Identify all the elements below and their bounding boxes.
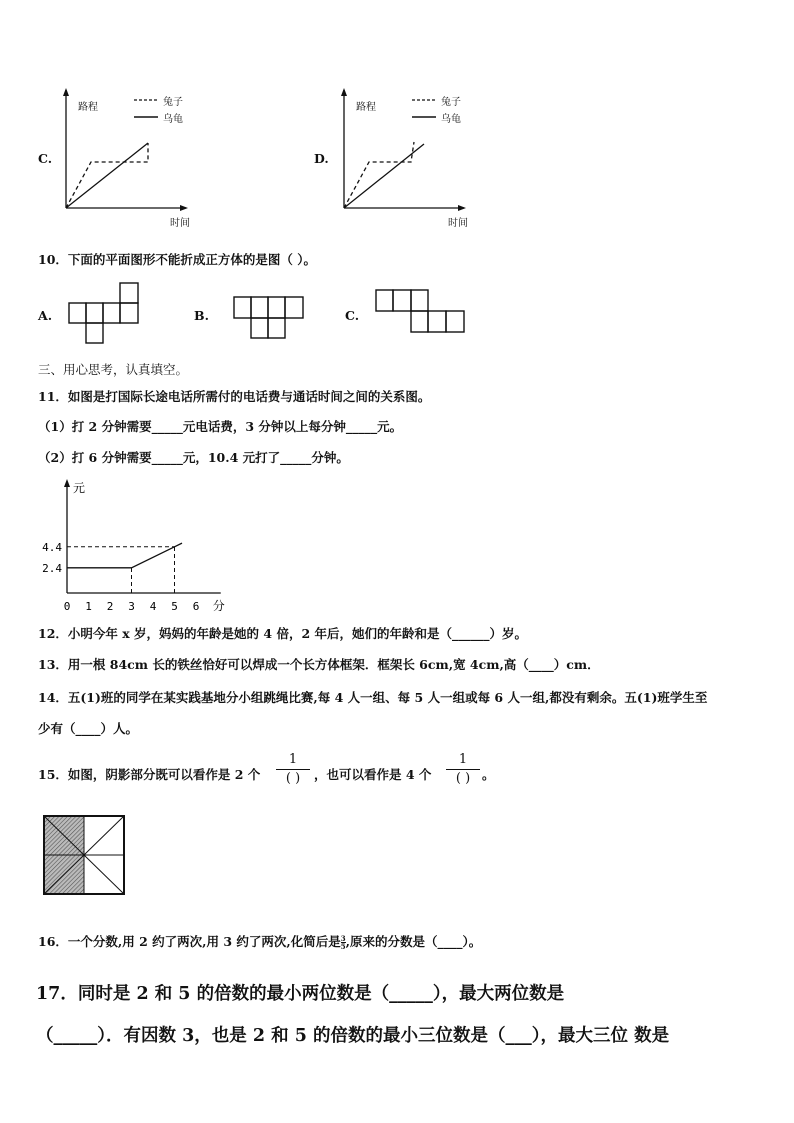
question-11-sub-1: （1）打 2 分钟需要_____元电话费，3 分钟以上每分钟_____元。	[38, 419, 403, 434]
x-axis-label: 分	[212, 599, 225, 613]
shaded-square-figure	[43, 815, 127, 895]
x-axis-label: 时间	[448, 218, 468, 229]
y-axis-label: 路程	[356, 102, 376, 113]
option-letter: C.	[38, 151, 53, 166]
fraction-3-5: $\frac{3}{5}$	[340, 934, 346, 951]
legend-rabbit: 兔子	[441, 97, 461, 108]
question-12-text: 12．小明今年 x 岁，妈妈的年龄是她的 4 倍，2 年后，她们的年龄和是（______）岁。	[38, 626, 528, 641]
question-16-body: 16．一个分数,用 2 约了两次,用 3 约了两次,化简后是	[38, 934, 341, 949]
phone-fee-chart	[40, 478, 240, 618]
y-axis-arrow	[64, 479, 70, 487]
option-a-letter: A.	[38, 308, 53, 323]
x-tick-label: 4	[149, 600, 157, 613]
question-11-text: 11．如图是打国际长途电话所需付的电话费与通话时间之间的关系图。	[38, 389, 431, 404]
question-15-part-3: 。	[482, 767, 495, 782]
legend-turtle: 乌龟	[441, 114, 461, 125]
fraction-numerator: 1	[458, 752, 468, 767]
question-17-line-1: 17．同时是 2 和 5 的倍数的最小两位数是（_____），最大两位数是	[36, 984, 565, 1004]
net-a-figure	[68, 283, 148, 347]
section-3-heading: 三、用心思考，认真填空。	[38, 362, 189, 377]
fraction-denominator: ( )	[285, 771, 301, 786]
fraction-1	[276, 752, 310, 787]
x-tick-label: 6	[192, 600, 200, 613]
x-tick-label: 3	[128, 600, 135, 613]
x-tick-label: 5	[171, 600, 178, 613]
question-17-line-2: （_____）．有因数 3，也是 2 和 5 的倍数的最小三位数是（___），最大三位 数是	[36, 1026, 670, 1046]
question-14-line-2: 少有（____）人。	[38, 721, 139, 736]
question-15-part-2: ，也可以看作是 4 个	[314, 767, 432, 782]
question-16-tail: ,原来的分数是（____）。	[345, 934, 482, 949]
question-14-line-1: 14．五(1)班的同学在某实践基地分小组跳绳比赛,每 4 人一组、每 5 人一组或每 6 人一组,都没有剩余。五(1)班学生至	[38, 690, 708, 705]
fraction-numerator: 1	[288, 752, 298, 767]
question-13-text: 13．用一根 84cm 长的铁丝恰好可以焊成一个长方体框架．框架长 6cm,宽 4cm,高（____）cm．	[38, 657, 600, 672]
question-11-sub-2: （2）打 6 分钟需要_____元，10.4 元打了_____分钟。	[38, 450, 349, 465]
y-tick-label: 4.4	[42, 540, 62, 554]
legend-turtle: 乌龟	[163, 114, 183, 125]
x-tick-label: 1	[85, 600, 92, 613]
option-b-letter: B.	[194, 308, 209, 323]
option-letter: D.	[314, 151, 329, 166]
net-b-figure	[233, 296, 313, 360]
x-axis-label: 时间	[170, 218, 190, 229]
question-16-text	[38, 932, 481, 950]
question-10-text: 10．下面的平面图形不能折成正方体的是图（ ）。	[38, 252, 316, 267]
x-tick-label: 0	[63, 600, 71, 613]
y-axis-label: 元	[73, 481, 86, 495]
y-axis-label: 路程	[78, 102, 98, 113]
fraction-2	[446, 752, 480, 787]
y-tick-label: 2.4	[42, 561, 62, 575]
option-c-letter: C.	[345, 308, 360, 323]
net-c-figure	[375, 289, 471, 339]
legend-rabbit: 兔子	[163, 97, 183, 108]
x-tick-label: 2	[106, 600, 114, 613]
question-15-part-1: 15．如图，阴影部分既可以看作是 2 个	[38, 767, 261, 782]
fraction-denominator: ( )	[455, 771, 471, 786]
